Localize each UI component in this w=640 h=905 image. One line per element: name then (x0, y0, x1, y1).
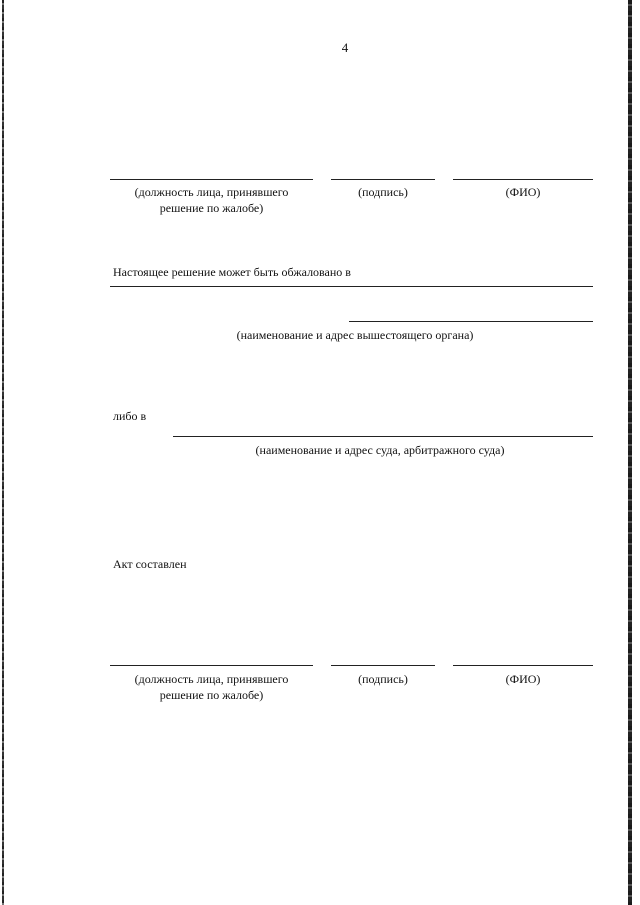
higher-body-caption: (наименование и адрес вышестоящего органа) (236, 328, 474, 342)
position-caption-line2: решение по жалобе) (159, 688, 264, 702)
or-text: либо в (113, 409, 147, 423)
name-caption: (ФИО) (505, 185, 541, 199)
position-caption-line1: (должность лица, принявшего (134, 185, 289, 199)
name-line (453, 665, 593, 666)
appeal-line-2 (349, 321, 593, 322)
court-caption: (наименование и адрес суда, арбитражного суда) (255, 443, 505, 457)
act-compiled-text: Акт составлен (113, 557, 187, 571)
appeal-line-1 (110, 286, 593, 287)
signature-caption: (подпись) (358, 672, 408, 686)
position-line (110, 665, 313, 666)
position-caption-line2: решение по жалобе) (159, 201, 264, 215)
name-caption: (ФИО) (505, 672, 541, 686)
appeal-intro-text: Настоящее решение может быть обжаловано в (113, 265, 351, 279)
signature-line (331, 179, 435, 180)
scan-edge-right (628, 0, 632, 905)
signature-line (331, 665, 435, 666)
position-caption-line1: (должность лица, принявшего (134, 672, 289, 686)
position-line (110, 179, 313, 180)
signature-caption: (подпись) (358, 185, 408, 199)
name-line (453, 179, 593, 180)
scan-edge-left (2, 0, 4, 905)
court-line (173, 436, 593, 437)
page-number: 4 (341, 40, 349, 55)
